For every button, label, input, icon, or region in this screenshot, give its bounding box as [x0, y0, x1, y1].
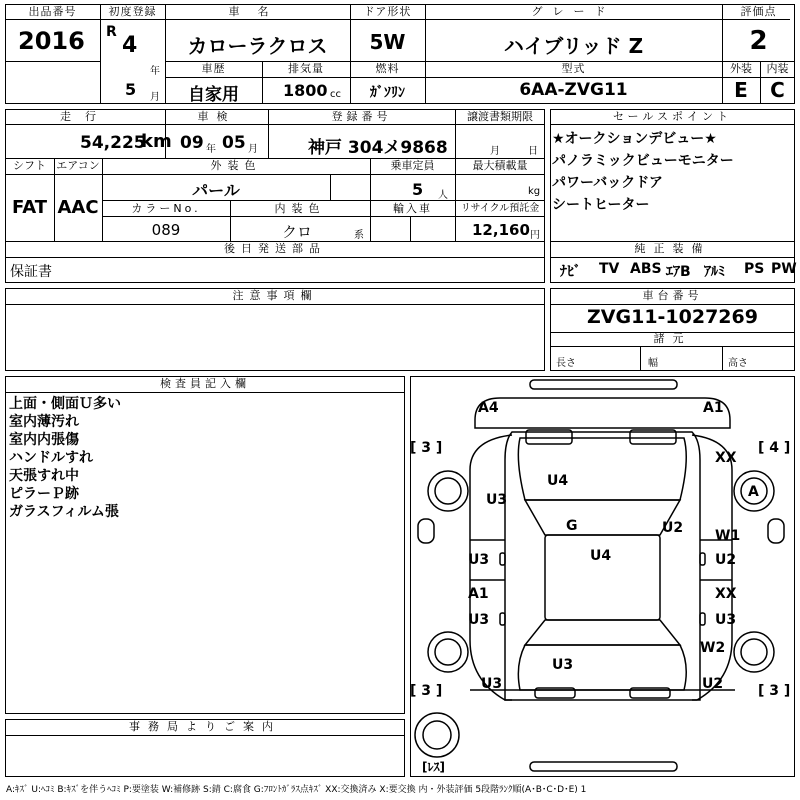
interior-color-unit: 系	[354, 230, 364, 241]
mark-bracket-top-left: [ 3 ]	[410, 440, 443, 456]
label-color-number: カラーNo.	[131, 202, 201, 215]
mark-u2-right-door: U2	[715, 552, 737, 568]
door-type: 5W	[369, 30, 406, 54]
inspection-year: 09	[180, 133, 204, 153]
mark-u3-left-front: U3	[486, 492, 508, 508]
registration-year: 4	[122, 33, 138, 58]
equip-abs: ABS	[630, 261, 662, 277]
inspection-year-unit: 年	[206, 144, 216, 155]
overall-score: 2	[749, 26, 768, 56]
label-first-registration: 初度登録	[108, 5, 157, 18]
label-inspector: 検査員記入欄	[160, 377, 250, 390]
mark-u3-left-door: U3	[468, 552, 490, 568]
year-unit: 年	[150, 66, 160, 77]
mark-xx-top: XX	[715, 450, 737, 466]
mark-w2: W2	[700, 640, 726, 656]
equip-pw: PW	[771, 261, 797, 277]
label-max-load: 最大積載量	[472, 159, 528, 172]
inspector-line-4: ハンドルすれ	[9, 450, 93, 466]
transfer-month-unit: 月	[490, 146, 500, 157]
mark-a1-left: A1	[468, 586, 489, 602]
mark-a4: A4	[478, 400, 499, 416]
mark-bracket-top-right: [ 4 ]	[758, 440, 791, 456]
shift: FAT	[11, 197, 48, 218]
label-fuel: 燃料	[375, 62, 400, 75]
sales-line-1: ★オークションデビュー★	[552, 131, 717, 147]
exterior-color: パール	[192, 181, 240, 200]
label-mileage: 走行	[60, 110, 110, 123]
chassis-number: ZVG11-1027269	[587, 306, 758, 328]
grade: ハイブリッド Z	[503, 34, 644, 58]
mark-u2-right-rear: U2	[702, 676, 724, 692]
transfer-day-unit: 日	[528, 146, 538, 157]
inspector-line-2: 室内薄汚れ	[9, 414, 79, 430]
recycle-unit: 円	[530, 230, 540, 241]
mark-u3-right-rear-door: U3	[715, 612, 737, 628]
label-transfer-deadline: 譲渡書類期限	[467, 110, 533, 123]
mark-bracket-bottom-left: [ 3 ]	[410, 683, 443, 699]
later-parts: 保証書	[10, 264, 52, 280]
sales-line-2: パノラミックビューモニター	[552, 153, 734, 169]
label-lot-number: 出品番号	[28, 5, 77, 18]
mark-w1: W1	[715, 528, 741, 544]
label-exterior-color: 外装色	[210, 159, 262, 172]
label-capacity: 乗車定員	[390, 159, 435, 172]
label-later-parts: 後日発送部品	[224, 242, 326, 255]
label-width: 幅	[648, 358, 658, 369]
registration-month: 5	[125, 80, 137, 99]
inspector-line-7: ガラスフィルム張	[9, 504, 119, 520]
equip-alloy: ｱﾙﾐ	[704, 264, 725, 280]
sales-line-4: シートヒーター	[552, 197, 650, 213]
mark-a1-top-right: A1	[703, 400, 724, 416]
equip-navi: ﾅﾋﾞ	[560, 264, 581, 280]
label-exterior: 外装	[730, 62, 752, 75]
fuel: ｶﾞｿﾘﾝ	[370, 85, 405, 101]
mark-u3-trunk: U3	[552, 657, 574, 673]
label-interior-color: 内装色	[274, 202, 326, 215]
color-number: 089	[151, 221, 181, 239]
label-specs: 諸元	[653, 332, 692, 345]
mark-u3-left-rear-door: U3	[468, 612, 490, 628]
label-inspection: 車検	[197, 110, 236, 123]
label-score: 評価点	[740, 5, 777, 18]
plate-number: 神戸 304メ9868	[308, 138, 448, 158]
label-shift: シフト	[13, 159, 46, 172]
mark-xx-right: XX	[715, 586, 737, 602]
mark-u4-roof: U4	[590, 548, 612, 564]
interior-grade: C	[770, 78, 785, 102]
label-history: 車歴	[201, 62, 226, 75]
mark-a-wheel: A	[748, 484, 759, 500]
label-sales-points: セールスポイント	[612, 110, 732, 123]
month-unit: 月	[150, 92, 160, 103]
equip-tv: TV	[599, 261, 620, 277]
mileage-unit: km	[141, 131, 172, 152]
label-door-type: ドア形状	[363, 5, 412, 18]
equip-ps: PS	[744, 261, 765, 277]
inspection-month: 05	[222, 133, 246, 153]
label-grade: グレード	[531, 5, 616, 18]
car-outline-diagram	[410, 376, 795, 777]
model-code: 6AA-ZVG11	[519, 80, 628, 100]
label-equipment: 純正装備	[634, 242, 711, 255]
label-height: 高さ	[728, 358, 748, 369]
label-recycle: リサイクル預託金	[460, 203, 540, 214]
inspector-line-3: 室内内張傷	[9, 432, 79, 448]
era: R	[106, 24, 117, 40]
inspector-line-1: 上面・側面Ｕ多い	[9, 396, 121, 412]
recycle-deposit: 12,160	[472, 221, 530, 239]
label-office: 事務局よりご案内	[129, 720, 281, 733]
history: 自家用	[188, 85, 239, 105]
inspector-line-5: 天張すれ中	[9, 468, 79, 484]
model-year: 2016	[18, 27, 85, 55]
mark-u4-hood: U4	[547, 473, 569, 489]
interior-color: クロ	[282, 223, 313, 241]
inspection-month-unit: 月	[248, 144, 258, 155]
label-notes: 注意事項欄	[232, 289, 318, 302]
cc-unit: cc	[330, 89, 341, 100]
mark-bracket-bottom-right: [ 3 ]	[758, 683, 791, 699]
inspector-line-6: ピラーＰ跡	[9, 486, 79, 502]
label-model: 型式	[561, 62, 586, 75]
displacement: 1800	[283, 81, 328, 100]
label-chassis: 車台番号	[642, 289, 703, 302]
sales-line-3: パワーバックドア	[552, 175, 663, 191]
exterior-grade: E	[734, 78, 748, 102]
mileage: 54,225	[80, 133, 146, 153]
capacity: 5	[412, 180, 424, 199]
mark-u2-windshield: U2	[662, 520, 684, 536]
equip-airbag: ｴｱB	[666, 264, 691, 280]
mark-u3-left-rear: U3	[481, 676, 503, 692]
label-plate: 登録番号	[331, 110, 392, 123]
label-car-name: 車名	[228, 5, 287, 18]
load-unit: kg	[528, 186, 541, 197]
aircon: AAC	[57, 197, 99, 218]
label-import: 輸入車	[393, 202, 432, 215]
mark-spare: [ﾚｽ]	[422, 760, 445, 774]
label-displacement: 排気量	[288, 62, 324, 75]
label-interior: 内装	[766, 62, 789, 75]
label-aircon: エアコン	[56, 159, 100, 172]
legend-footer: A:ｷｽﾞ U:ﾍｺﾐ B:ｷｽﾞを伴うﾍｺﾐ P:要塗装 W:補修跡 S:錆 C:腐食 G:ﾌﾛﾝﾄｶﾞﾗｽ点ｷｽﾞ XX:交換済み X:要交換 内・外装評価 5段階ﾗﾝｸ順(A･B･C･D･E) 1	[6, 785, 587, 795]
car-name: カローラクロス	[187, 34, 328, 58]
label-length: 長さ	[556, 358, 576, 369]
capacity-unit: 人	[438, 190, 448, 201]
mark-g: G	[566, 518, 578, 534]
